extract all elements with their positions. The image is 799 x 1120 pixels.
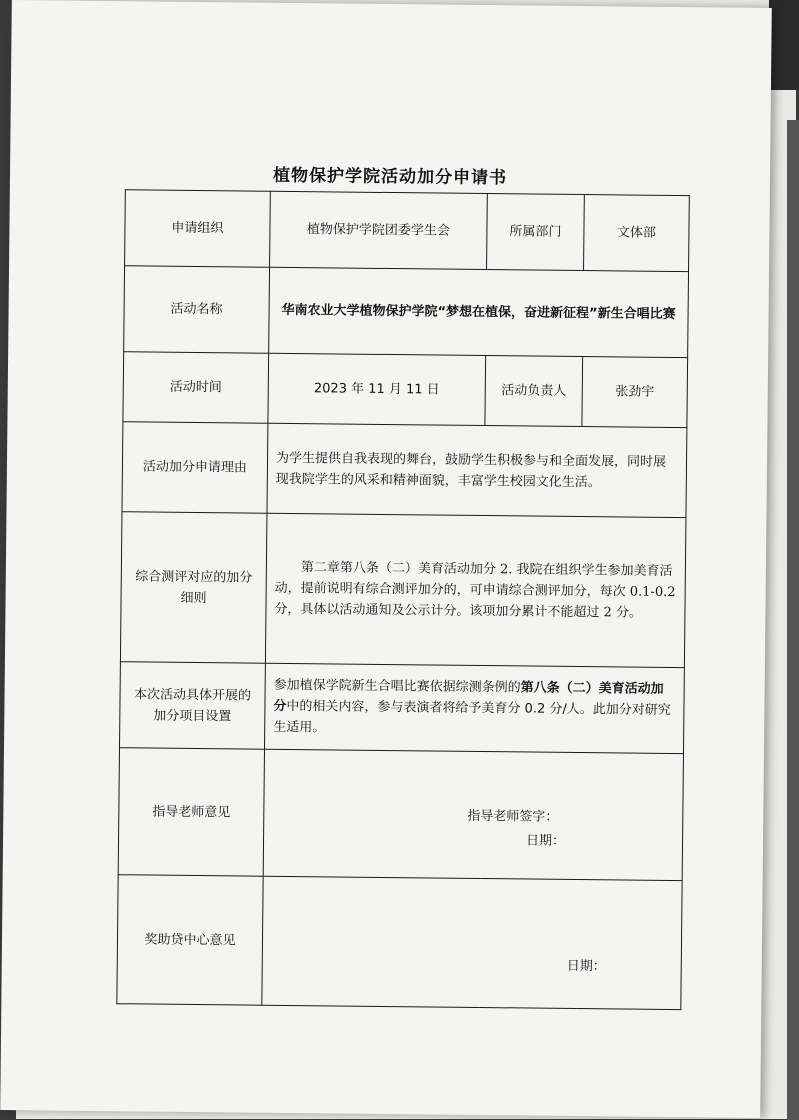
activity-time-value: 2023 年 11 月 11 日 — [268, 353, 486, 425]
row-activity-time — [123, 352, 688, 428]
item-text-c: 中的相关内容，参与表演者将给予美育分 0.2 分/人。此加分对研究生适用。 — [273, 698, 671, 736]
row-teacher-opinion — [118, 748, 683, 881]
center-date-label: 日期： — [566, 958, 606, 975]
item-setting-value — [265, 663, 685, 753]
org-label: 申请组织 — [125, 190, 271, 268]
reason-value: 为学生提供自我表现的舞台，鼓励学生积极参与和全面发展，同时展现我院学生的风采和精神面貌，丰富学生校园文化生活。 — [267, 423, 687, 517]
row-item-setting — [120, 662, 685, 754]
teacher-sign-label: 指导老师签字： — [467, 808, 559, 825]
teacher-date-label: 日期： — [525, 833, 566, 849]
row-reason — [122, 422, 687, 518]
org-value: 植物保护学院团委学生会 — [270, 191, 488, 269]
reason-label: 活动加分申请理由 — [122, 422, 268, 514]
row-activity-name — [124, 266, 689, 358]
row-organization — [125, 190, 690, 272]
center-signature-area — [262, 877, 681, 1009]
dept-label: 所属部门 — [487, 194, 585, 271]
teacher-opinion-label: 指导老师意见 — [118, 748, 264, 877]
background-shadow — [769, 0, 799, 90]
item-text-a: 参加植保学院新生合唱比赛依据综测条例的 — [273, 677, 521, 696]
center-opinion-label: 奖助贷中心意见 — [117, 875, 263, 1006]
rule-value — [265, 513, 686, 667]
item-text-bold: 第八条（二）美育活动加分 — [273, 680, 664, 714]
background-edge — [787, 120, 799, 1120]
leader-label: 活动负责人 — [485, 356, 583, 427]
activity-name-value: 华南农业大学植物保护学院“梦想在植保，奋进新征程”新生合唱比赛 — [269, 267, 689, 357]
rule-text: 第二章第八条（二）美育活动加分 2. 我院在组织学生参加美育活动，提前说明有综合测评加分的，可申请综合测评加分，每次 0.1-0.2 分，具体以活动通知及公示计分。该项加分累计不能超过 2 分。 — [274, 560, 676, 621]
row-center-opinion — [117, 875, 682, 1010]
application-table — [116, 189, 690, 1010]
activity-time-label: 活动时间 — [123, 352, 269, 424]
teacher-signature-area — [264, 750, 683, 880]
item-setting-label: 本次活动具体开展的加分项目设置 — [120, 662, 266, 750]
teacher-opinion-cell — [263, 749, 683, 880]
dept-value: 文体部 — [584, 195, 690, 272]
rule-label: 综合测评对应的加分细则 — [120, 512, 267, 664]
center-opinion-cell — [262, 876, 682, 1009]
activity-name-label: 活动名称 — [124, 266, 270, 354]
leader-value: 张劲宇 — [582, 357, 688, 428]
row-rule — [120, 512, 686, 668]
form-title: 植物保护学院活动加分申请书 — [272, 165, 508, 189]
